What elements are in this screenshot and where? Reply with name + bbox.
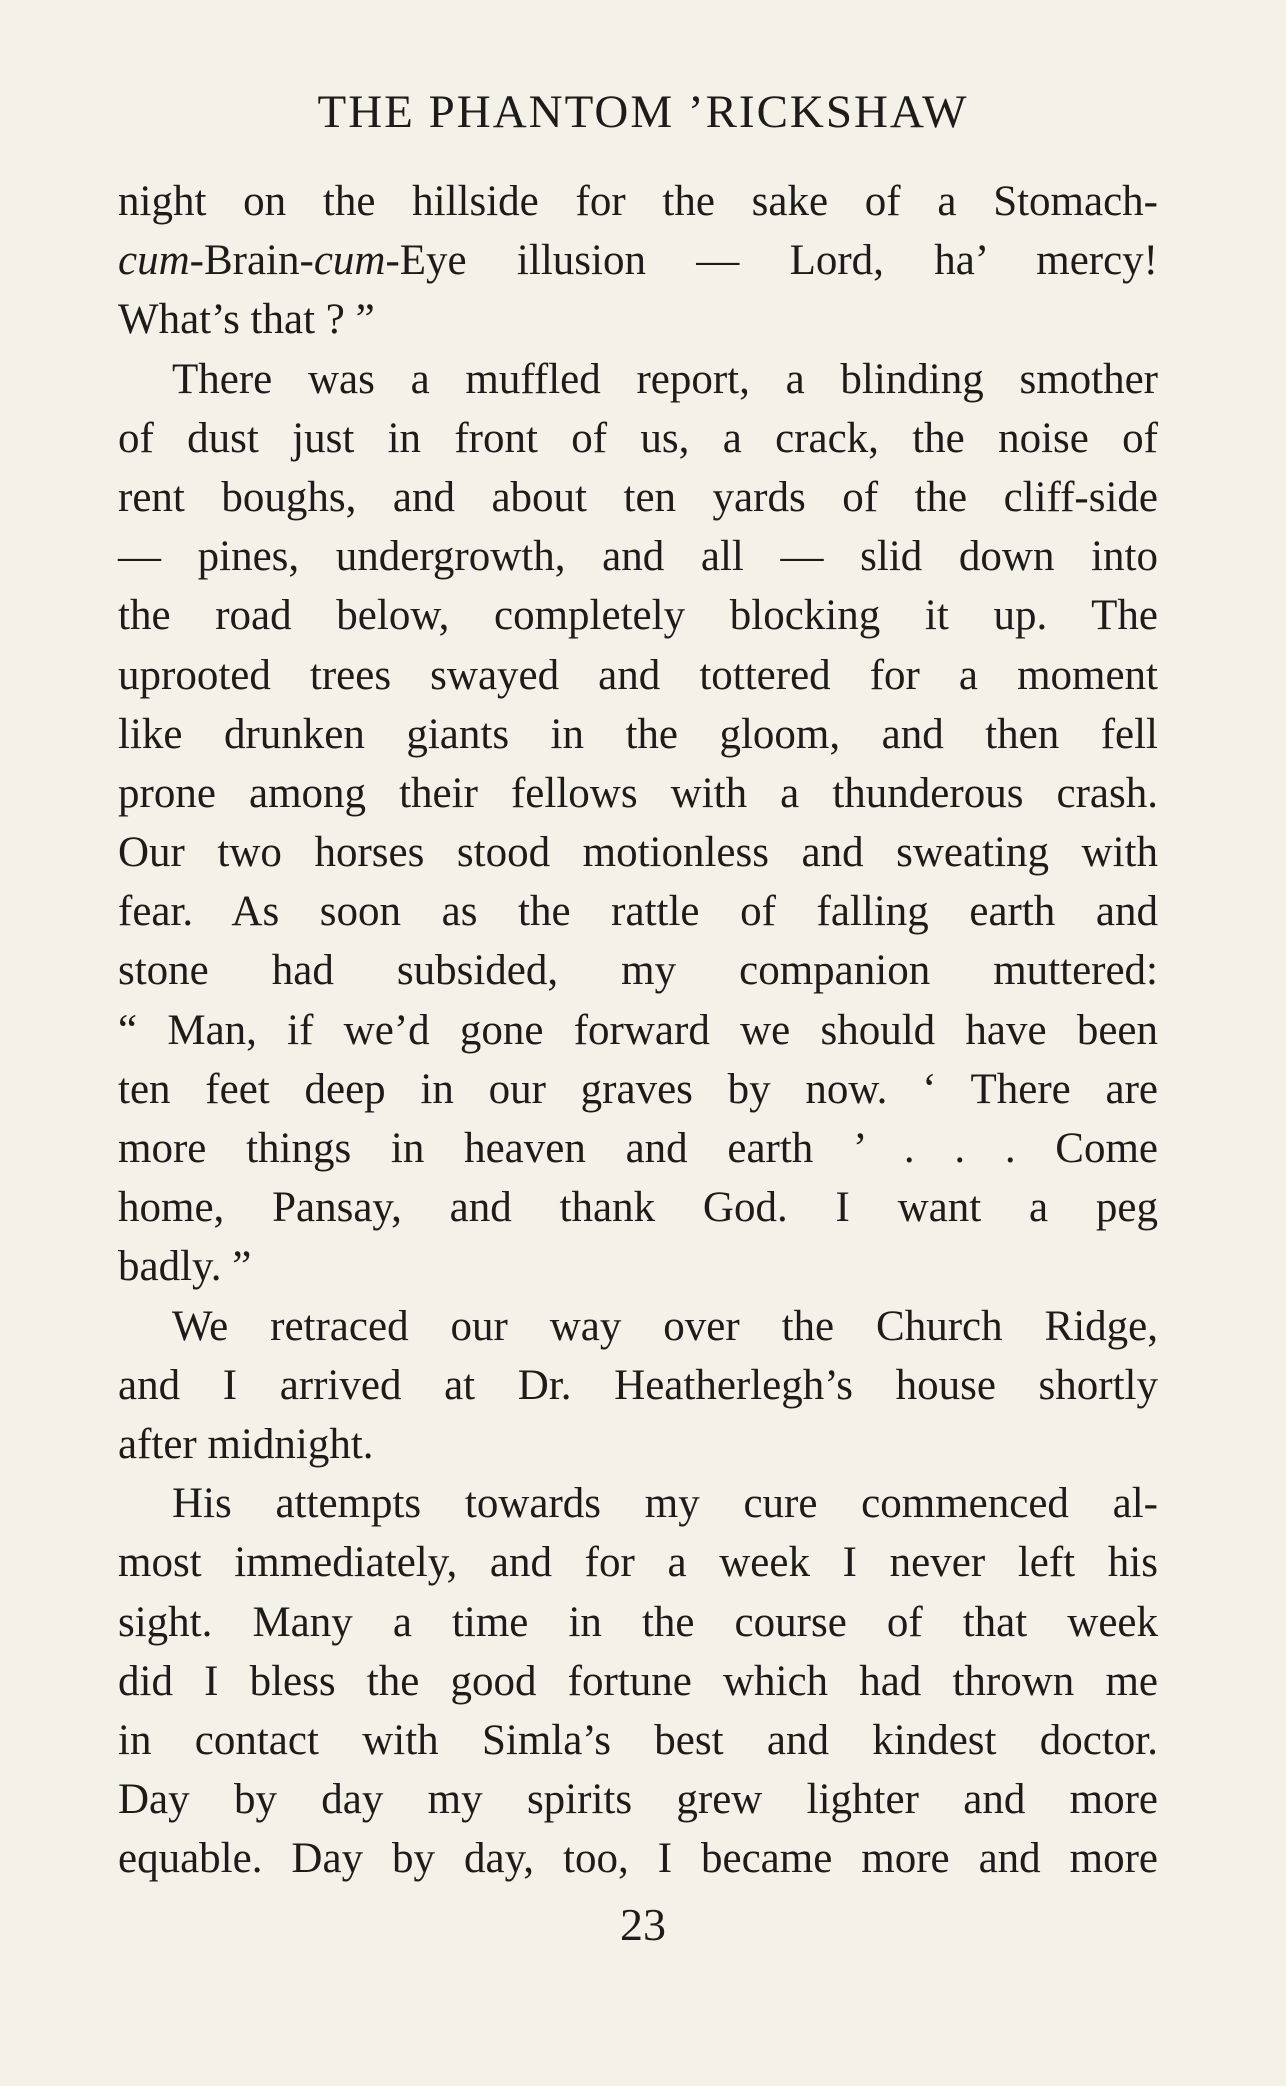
text-line [118, 231, 1158, 290]
text-line: fear. As soon as the rattle of falling earth and [118, 888, 1158, 936]
text-line: home, Pansay, and thank God. I want a peg [118, 1184, 1158, 1232]
text-line: night on the hillside for the sake of a Stomach- [118, 178, 1158, 225]
text-line: rent boughs, and about ten yards of the cliff-side [118, 473, 1158, 521]
paragraph-start-line: His attempts towards my cure commenced al- [172, 1480, 1158, 1528]
text-line: Day by day my spirits grew lighter and more [118, 1776, 1158, 1824]
italic-word: cum [118, 237, 190, 285]
text-line: in contact with Simla’s best and kindest doctor. [118, 1716, 1158, 1764]
paragraph-start-line: There was a muffled report, a blinding smother [172, 355, 1158, 403]
text-line: most immediately, and for a week I never left his [118, 1539, 1158, 1587]
text-line: after midnight. [118, 1420, 374, 1468]
paragraph-start-line: We retraced our way over the Church Ridge, [172, 1302, 1158, 1350]
running-head: THE PHANTOM ’RICKSHAW [317, 86, 969, 138]
text-line: sight. Many a time in the course of that week [118, 1598, 1158, 1646]
text-line: did I bless the good fortune which had thrown me [118, 1657, 1158, 1705]
text-line: ten feet deep in our graves by now. ‘ There are [118, 1065, 1158, 1113]
text-line: “ Man, if we’d gone forward we should have been [118, 1006, 1158, 1054]
body-text [118, 172, 1158, 1888]
italic-word: cum [313, 237, 386, 285]
text-fragment: -Eye illusion — Lord, ha’ mercy! [385, 237, 1158, 285]
text-line: What’s that ? ” [118, 296, 375, 344]
text-line: — pines, undergrowth, and all — slid down into [118, 533, 1158, 581]
page-number: 23 [620, 1899, 666, 1950]
text-line: and I arrived at Dr. Heatherlegh’s house shortly [118, 1361, 1158, 1409]
text-fragment: -Brain- [189, 237, 314, 285]
text-line: prone among their fellows with a thunderous crash. [118, 769, 1158, 817]
text-line: Our two horses stood motionless and sweating with [118, 829, 1158, 877]
text-line: of dust just in front of us, a crack, the noise of [118, 414, 1158, 462]
text-line: stone had subsided, my companion muttered: [118, 947, 1158, 995]
text-line: like drunken giants in the gloom, and then fell [118, 710, 1158, 758]
text-line: uprooted trees swayed and tottered for a moment [118, 651, 1158, 699]
text-line: more things in heaven and earth ’ . . . Come [118, 1125, 1158, 1172]
text-line: the road below, completely blocking it up. The [118, 592, 1158, 640]
text-line: badly. ” [118, 1243, 252, 1291]
text-line: equable. Day by day, too, I became more and more [118, 1835, 1158, 1883]
